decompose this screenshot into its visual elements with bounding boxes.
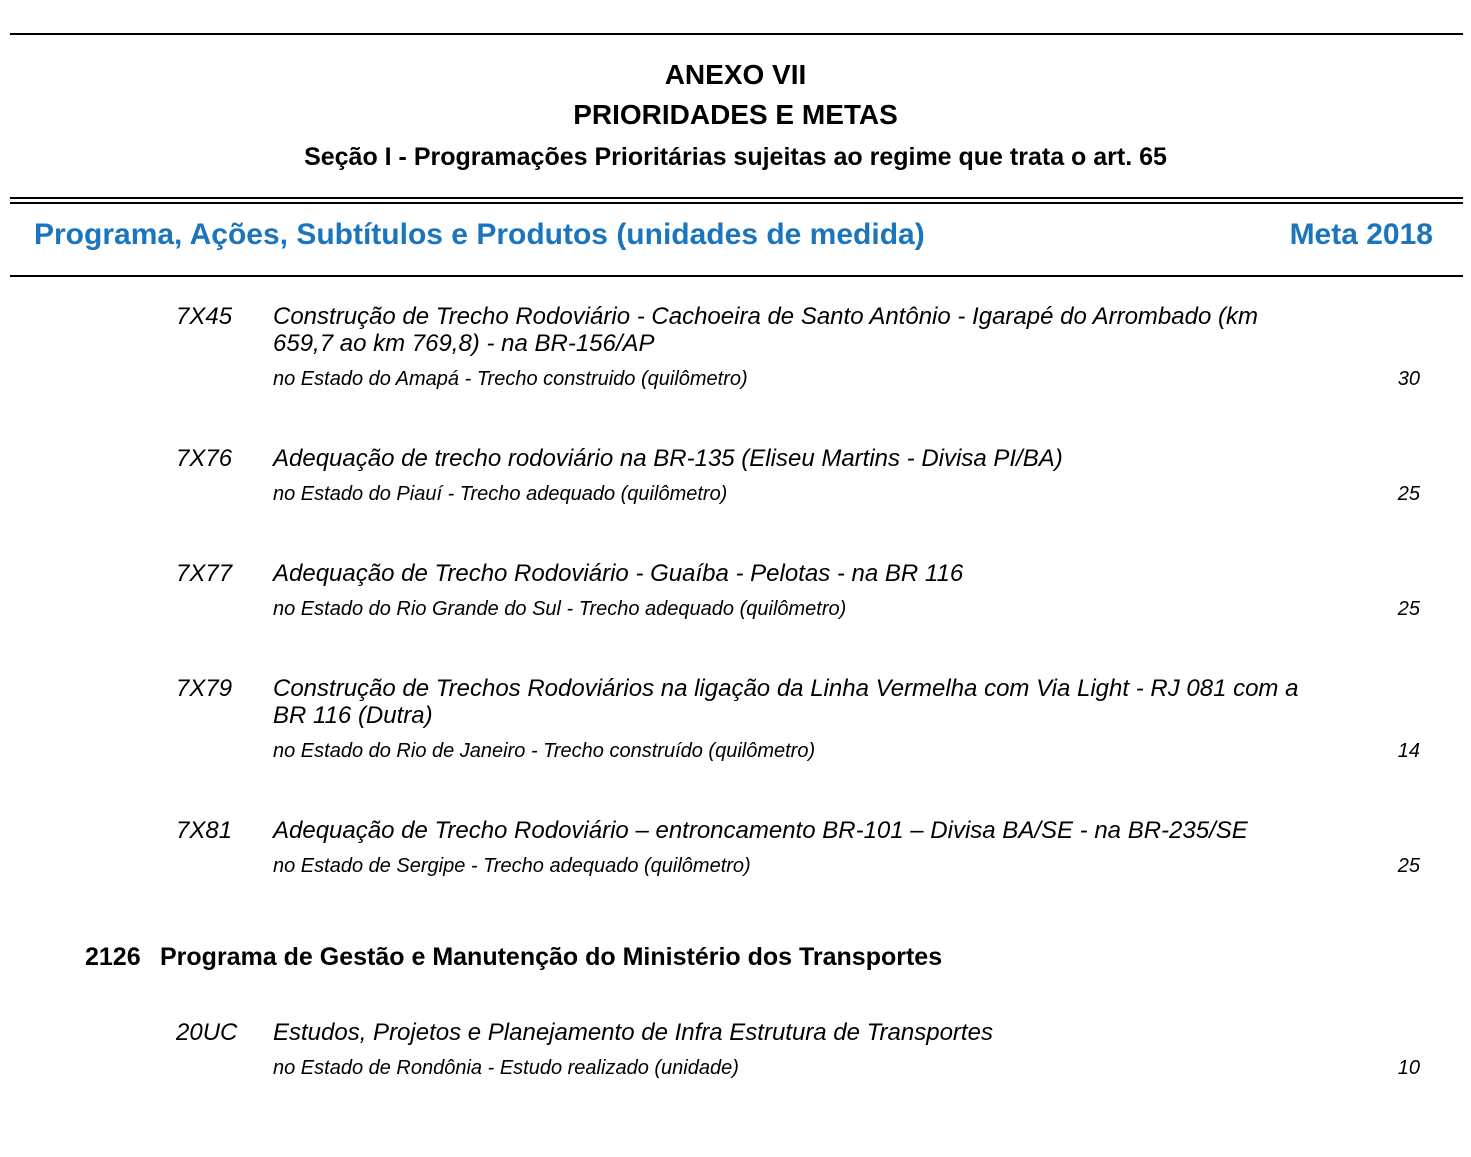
top-rule (10, 33, 1463, 35)
action-row (0, 303, 1471, 392)
double-rule (10, 197, 1463, 204)
action-row (0, 1019, 1471, 1081)
action-product: no Estado do Piauí - Trecho adequado (quilômetro) (273, 483, 728, 505)
header-rule (10, 275, 1463, 277)
meta-value: 25 (1397, 483, 1420, 505)
action-product: no Estado do Rio de Janeiro - Trecho construído (quilômetro) (273, 740, 816, 762)
program-title: Programa de Gestão e Manutenção do Ministério dos Transportes (160, 943, 943, 971)
meta-value: 30 (1397, 368, 1420, 390)
action-title: Adequação de trecho rodoviário na BR-135 (Eliseu Martins - Divisa PI/BA) (273, 445, 1063, 472)
action-product: no Estado de Sergipe - Trecho adequado (quilômetro) (273, 855, 751, 877)
action-code: 7X45 (176, 303, 233, 330)
action-product: no Estado de Rondônia - Estudo realizado (unidade) (273, 1057, 739, 1079)
action-row (0, 445, 1471, 507)
action-code: 7X76 (176, 445, 233, 472)
column-header-meta: Meta 2018 (1289, 218, 1433, 251)
action-code: 7X77 (176, 560, 233, 587)
meta-value: 25 (1397, 855, 1420, 877)
annex-title: ANEXO VII (664, 59, 807, 90)
action-product: no Estado do Rio Grande do Sul - Trecho adequado (quilômetro) (273, 598, 847, 620)
action-title: Estudos, Projetos e Planejamento de Infra Estrutura de Transportes (273, 1019, 993, 1046)
action-code: 7X79 (176, 675, 233, 702)
program-code: 2126 (85, 943, 141, 971)
column-header-left: Programa, Ações, Subtítulos e Produtos (unidades de medida) (34, 218, 925, 251)
document-header (0, 55, 1471, 180)
section-title: Seção I - Programações Prioritárias sujeitas ao regime que trata o art. 65 (304, 143, 1167, 171)
action-code: 20UC (176, 1019, 238, 1046)
meta-value: 10 (1397, 1057, 1420, 1079)
action-row (0, 817, 1471, 879)
meta-value: 14 (1397, 740, 1420, 762)
action-title: Adequação de Trecho Rodoviário - Guaíba - Pelotas - na BR 116 (273, 560, 964, 587)
table-column-header (34, 218, 1433, 252)
action-title: Construção de Trecho Rodoviário - Cachoeira de Santo Antônio - Igarapé do Arrombado (km 659,7 ao km 769,8) - na BR-156/AP (273, 303, 1258, 357)
action-title: Adequação de Trecho Rodoviário – entroncamento BR-101 – Divisa BA/SE - na BR-235/SE (273, 817, 1248, 844)
annex-subtitle: PRIORIDADES E METAS (573, 99, 898, 130)
action-product: no Estado do Amapá - Trecho construido (quilômetro) (273, 368, 748, 390)
program-row (0, 943, 1471, 972)
meta-value: 25 (1397, 598, 1420, 620)
action-title: Construção de Trechos Rodoviários na ligação da Linha Vermelha com Via Light - RJ 081 com a BR 116 (Dutra) (273, 675, 1299, 729)
action-row (0, 560, 1471, 622)
action-row (0, 675, 1471, 764)
action-code: 7X81 (176, 817, 233, 844)
